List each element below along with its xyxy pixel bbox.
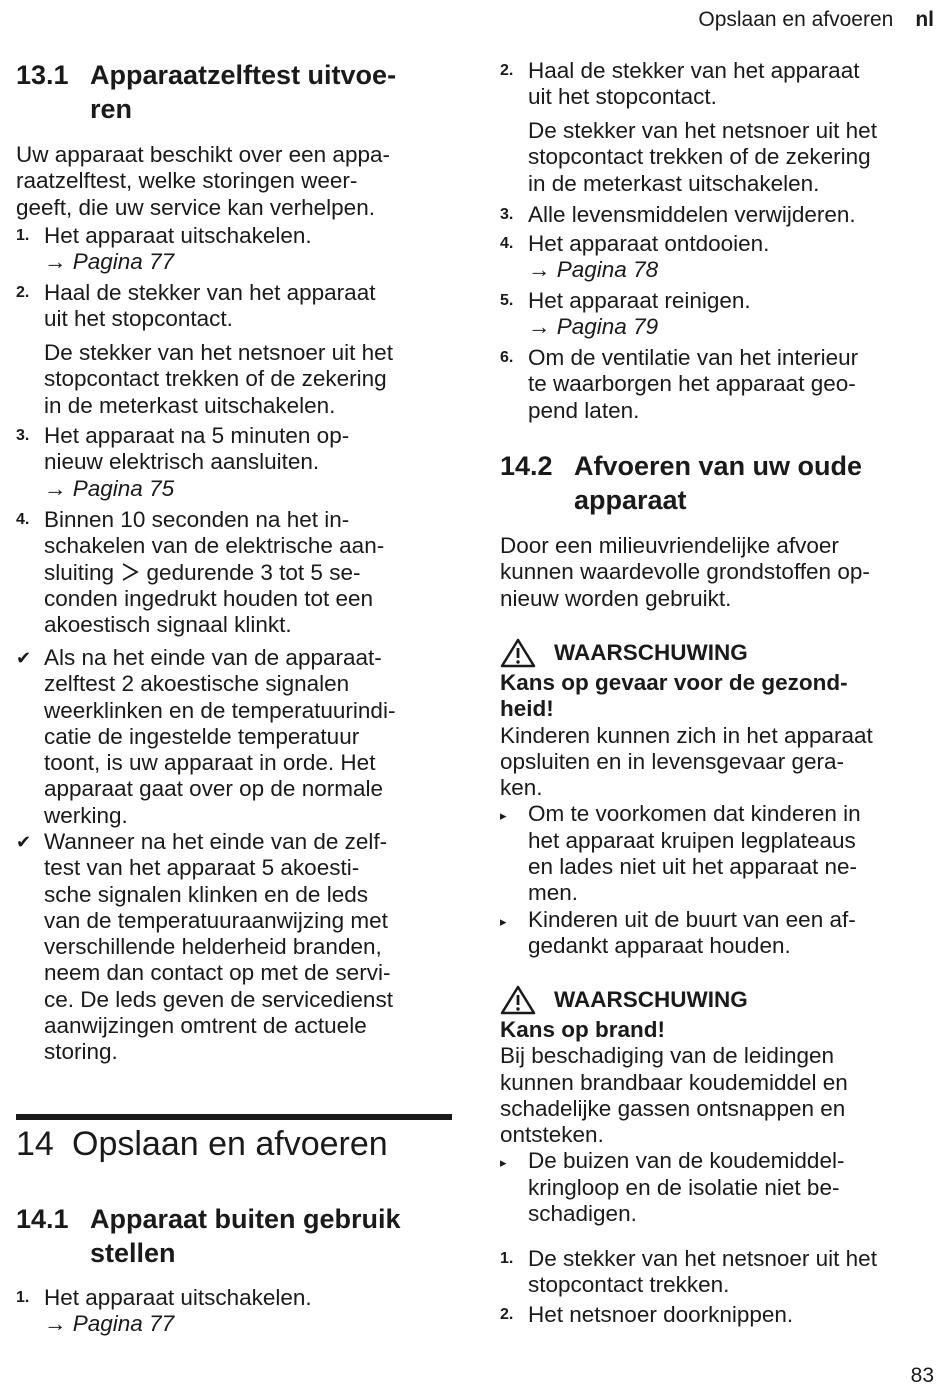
warning-headline: Kans op brand! [500,1017,666,1042]
arrow-right-icon: → [528,314,551,340]
page-reference[interactable]: → Pagina 79 [528,314,659,340]
step-text: Het apparaat uitschakelen. [44,223,312,248]
list-item [16,507,452,638]
arrow-right-icon: → [44,249,67,275]
step-text: Het apparaat ontdooien. [528,231,770,256]
step-note: De stekker van het netsnoer uit het stopcontact trekken of de zekering in de meterkast uitschakelen. [44,340,393,418]
step-number: 4. [500,235,514,252]
heading-13-1 [16,58,452,126]
step-note: De stekker van het netsnoer uit het stopcontact trekken of de zekering in de meterkast uitschakelen. [528,118,877,196]
step-number: 3. [500,206,514,223]
heading-title: Opslaan en afvoeren [72,1125,388,1163]
page-number: 83 [910,1364,934,1387]
header-section-title: Opslaan en afvoeren [698,8,894,31]
page-reference[interactable]: → Pagina 75 [44,475,175,501]
warning-triangle-icon [500,985,536,1015]
warning-label: WAARSCHUWING [554,987,748,1012]
warning-heading [500,638,936,668]
list-item [500,288,936,341]
step-number: 2. [500,1306,514,1323]
step-number: 5. [500,292,514,309]
result-text: Wanneer na het einde van de zelf- test van het apparaat 5 akoesti- sche signalen klinken en de leds van de temperatuuraanwijzing met verschillende helderheid branden, neem dan contact op met de servi- ce. De leds geven de servicedienst aanwijzingen omtrent de actuele storing. [44,829,393,1065]
bullet-triangle-icon: ▸ [500,913,507,929]
step-number: 1. [500,1250,514,1267]
step-text: De stekker van het netsnoer uit het stopcontact trekken. [528,1246,877,1298]
list-item [16,1285,452,1338]
list-item [500,1246,936,1299]
step-number: 1. [16,1289,30,1306]
bullet-text: Om te voorkomen dat kinderen in het apparaat kruipen legplateaus en lades niet uit het apparaat ne- men. [528,801,861,906]
page-reference[interactable]: → Pagina 77 [44,249,175,275]
heading-number: 14.1 [16,1204,69,1234]
step-number: 2. [16,284,30,301]
page-reference[interactable]: → Pagina 77 [44,1311,175,1337]
warning-heading [500,985,936,1015]
warning-triangle-icon [500,638,536,668]
step-text: Haal de stekker van het apparaat uit het stopcontact. [44,280,376,332]
list-item [16,223,452,276]
heading-number: 14.2 [500,451,553,481]
chevron-right-icon [120,562,140,582]
section-divider [16,1114,452,1120]
step-text: Het apparaat na 5 minuten op- nieuw elektrisch aansluiten. [44,423,350,475]
step-text: Het apparaat reinigen. [528,288,751,313]
heading-14 [16,1124,452,1164]
bullet-text: De buizen van de koudemiddel- kringloop en de isolatie niet be- schadigen. [528,1148,845,1227]
list-item [16,645,452,829]
disposal-intro: Door een milieuvriendelijke afvoer kunnen waardevolle grondstoffen op- nieuw worden gebruikt. [500,533,870,611]
warning-body: Kinderen kunnen zich in het apparaat opsluiten en in levensgevaar gera- ken. [500,722,873,801]
page-reference[interactable]: → Pagina 78 [528,257,659,283]
heading-14-1 [16,1202,452,1270]
step-text-b: gedurende 3 tot 5 se- conden ingedrukt houden tot een akoestisch signaal klinkt. [44,559,374,638]
warning-body: Bij beschadiging van de leidingen kunnen brandbaar koudemiddel en schadelijke gassen ontsnappen en ontsteken. [500,1043,848,1148]
checkmark-icon: ✔ [16,648,32,668]
arrow-right-icon: → [44,1311,67,1337]
list-item [16,423,452,502]
step-text: Haal de stekker van het apparaat uit het stopcontact. [528,58,860,110]
heading-title: Afvoeren van uw oude apparaat [574,451,863,515]
result-text: Als na het einde van de apparaat- zelftest 2 akoestische signalen weerklinken en de temperatuurindi- catie de ingestelde temperatuur toont, is uw apparaat in orde. Het apparaat gaat over op de normale werking. [44,645,396,828]
list-item [16,280,452,333]
list-item [500,907,936,960]
warning-headline: Kans op gevaar voor de gezond- heid! [500,670,848,722]
list-item [500,231,936,284]
step-text: Het netsnoer doorknippen. [528,1302,794,1327]
arrow-right-icon: → [44,475,67,501]
step-text: Alle levensmiddelen verwijderen. [528,202,856,227]
checkmark-icon: ✔ [16,832,32,852]
list-item [500,1302,936,1328]
warning-box-fire [500,985,936,1227]
list-item [500,345,936,424]
bullet-text: Kinderen uit de buurt van een af- gedankt apparaat houden. [528,906,856,958]
bullet-triangle-icon: ▸ [500,1155,507,1171]
heading-number: 14 [16,1125,54,1163]
list-item [16,829,452,1066]
step-text: Het apparaat uitschakelen. [44,1285,312,1310]
list-item [500,1148,936,1227]
warning-box-health [500,638,936,959]
bullet-triangle-icon: ▸ [500,808,507,824]
step-number: 2. [500,62,514,79]
heading-title: Apparaatzelftest uitvoe- ren [90,60,397,124]
heading-title: Apparaat buiten gebruik stellen [90,1204,401,1268]
list-item [500,202,936,228]
list-item [500,58,936,111]
step-number: 6. [500,349,514,366]
step-number: 4. [16,511,30,528]
step-number: 1. [16,227,30,244]
heading-number: 13.1 [16,60,69,90]
heading-14-2 [500,449,936,517]
list-item [500,801,936,906]
step-text: Om de ventilatie van het interieur te waarborgen het apparaat geo- pend laten. [528,345,859,423]
header-language-code: nl [915,8,934,31]
arrow-right-icon: → [528,257,551,283]
step-number: 3. [16,427,30,444]
step-text-a: Binnen 10 seconden na het in- schakelen van de elektrische aan- sluiting [44,507,385,585]
warning-label: WAARSCHUWING [554,640,748,665]
intro-paragraph: Uw apparaat beschikt over een appa- raatzelftest, welke storingen weer- geeft, die uw service kan verhelpen. [16,142,390,220]
running-header [698,8,934,32]
